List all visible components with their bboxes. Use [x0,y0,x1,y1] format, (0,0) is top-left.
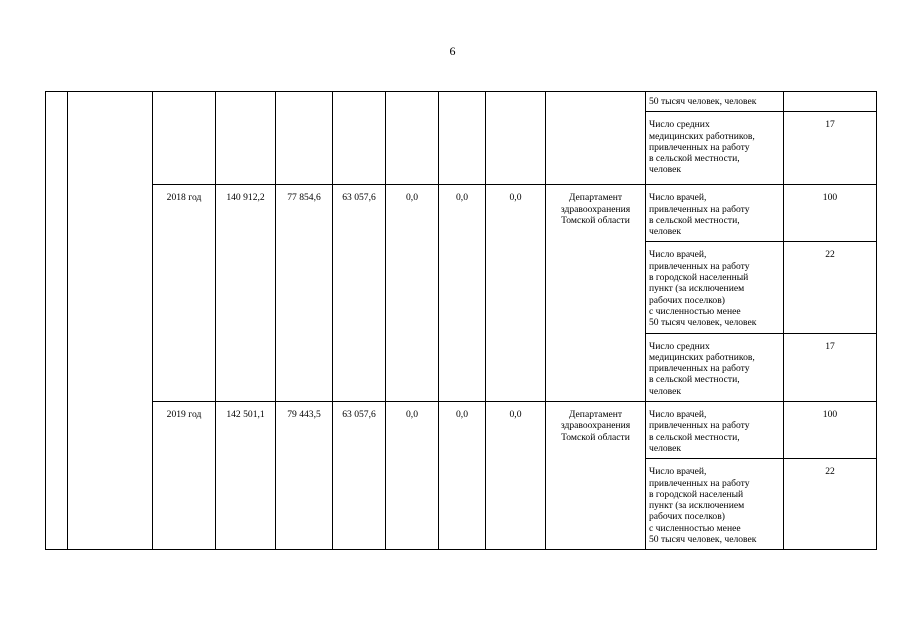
text-line: Число средних [649,340,710,352]
text-line: 50 тысяч человек, человек [649,96,757,107]
text-line: с численностью менее [649,305,741,317]
text-line: Число врачей, [649,249,707,261]
text-line: медицинских работников, [649,130,755,142]
text-line: привлеченных на работу [649,363,750,375]
federal-cell: 77 854,6 [276,185,333,402]
text-line: медицинских работников, [649,351,755,363]
text-line: Департамент [568,409,623,421]
year-cell: 2019 год [153,402,216,550]
local-cell [386,92,439,185]
text-line: здравоохранения [560,203,631,215]
indicator-name-cell [646,112,784,185]
text-line: Томской области [561,214,630,226]
text-line: в сельской местности, [649,374,740,386]
indicator-name-cell [646,185,784,242]
text-line: с численностью менее [649,522,741,534]
text-line: в сельской местности, [649,431,740,443]
federal-cell: 79 443,5 [276,402,333,550]
program-financing-table [45,91,877,550]
indicator-name-cell [646,242,784,333]
extra-budget-cell [486,92,546,185]
indicator-value-cell: 100 [784,402,877,459]
text-line: привлеченных на работу [649,477,750,489]
year-cell [153,92,216,185]
year-cell: 2018 год [153,185,216,402]
indicator-value-cell: 22 [784,242,877,333]
text-line: привлеченных на работу [649,420,750,432]
task-name-column-cell [68,92,153,550]
text-line: рабочих поселков) [649,511,725,523]
text-line: пункт (за исключением [649,500,745,512]
text-line: Томской области [561,431,630,443]
total-cell [216,92,276,185]
tfoms-cell [439,92,486,185]
text-line: 50 тысяч человек, человек [649,317,757,329]
table-row-2018 [46,185,877,242]
total-cell: 140 912,2 [216,185,276,402]
text-line: привлеченных на работу [649,141,750,153]
indicator-name-cell [646,459,784,550]
text-line: в городской населеный [649,488,744,500]
tfoms-cell: 0,0 [439,402,486,550]
department-cell [546,185,646,402]
text-line: человек [649,385,682,397]
regional-cell [333,92,386,185]
text-line: Число врачей, [649,466,707,478]
text-line: в городской населенный [649,272,749,284]
text-line: 50 тысяч человек, человек [649,534,757,546]
text-line: здравоохранения [560,420,631,432]
indicator-value-cell: 100 [784,185,877,242]
extra-budget-cell: 0,0 [486,402,546,550]
text-line: пункт (за исключением [649,283,745,295]
indicator-value-cell: 22 [784,459,877,550]
indicator-name-cell [646,402,784,459]
text-line: человек [649,164,682,176]
table-row [46,92,877,112]
local-cell: 0,0 [386,402,439,550]
number-column-cell [46,92,68,550]
tfoms-cell: 0,0 [439,185,486,402]
indicator-value-cell [784,92,877,112]
text-line: Департамент [568,192,623,204]
indicator-value-cell: 17 [784,112,877,185]
indicator-name-cell [646,333,784,401]
text-line: в сельской местности, [649,214,740,226]
extra-budget-cell: 0,0 [486,185,546,402]
text-line: Число врачей, [649,409,707,421]
indicator-value-cell: 17 [784,333,877,401]
page-number: 6 [449,44,456,58]
local-cell: 0,0 [386,185,439,402]
text-line: Число врачей, [649,192,707,204]
federal-cell [276,92,333,185]
text-line: человек [649,442,682,454]
department-cell [546,402,646,550]
text-line: привлеченных на работу [649,260,750,272]
department-cell [546,92,646,185]
table-body [46,92,877,550]
text-line: в сельской местности, [649,153,740,165]
text-line: человек [649,226,682,238]
indicator-name-cell [646,92,784,112]
text-line: привлеченных на работу [649,203,750,215]
regional-cell: 63 057,6 [333,185,386,402]
regional-cell: 63 057,6 [333,402,386,550]
text-line: рабочих поселков) [649,294,725,306]
text-line: Число средних [649,119,710,131]
total-cell: 142 501,1 [216,402,276,550]
table-row-2019 [46,402,877,459]
